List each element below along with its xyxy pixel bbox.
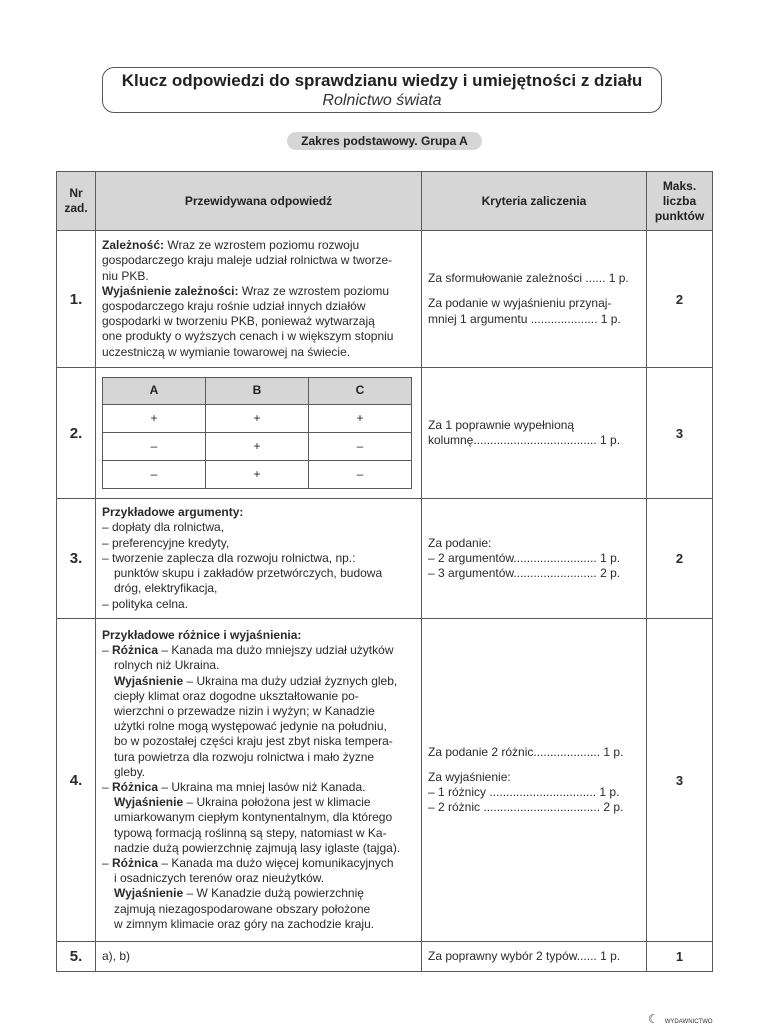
answer-line xyxy=(102,566,415,581)
answer-line xyxy=(102,949,415,964)
line-text: umiarkowanym ciepłym kontynentalnym, dla którego xyxy=(114,810,393,825)
header-points: Maks. liczba punktów xyxy=(647,172,713,231)
line-text: ciepły klimat oraz dogodne ukształtowanie po- xyxy=(114,688,359,703)
task-criteria xyxy=(422,942,647,972)
answer-line xyxy=(102,284,415,299)
criteria-line: Za podanie: xyxy=(428,535,492,550)
answer-line xyxy=(102,269,415,284)
task-criteria xyxy=(422,368,647,499)
line-text: – Kanada ma dużo mniejszy udział użytków xyxy=(158,643,394,658)
task-points: 1 xyxy=(647,942,713,972)
answer-line xyxy=(102,841,415,856)
line-text: punktów skupu i zakładów przetwórczych, budowa xyxy=(114,566,383,581)
task-answer xyxy=(96,619,422,942)
publisher-logo: ☾ WYDAWNICTWO xyxy=(648,1012,713,1026)
answer-line xyxy=(102,253,415,268)
task-row xyxy=(57,231,713,368)
answer-line xyxy=(102,719,415,734)
line-prefix: – xyxy=(102,856,113,871)
answer-grid xyxy=(102,377,412,489)
task-points: 2 xyxy=(647,499,713,619)
task-number: 3. xyxy=(57,499,96,619)
answer-line xyxy=(102,856,415,871)
line-prefix: – xyxy=(102,643,113,658)
line-bold: Przykładowe argumenty: xyxy=(102,505,244,520)
line-text: – preferencyjne kredyty, xyxy=(102,535,230,550)
task-answer xyxy=(96,499,422,619)
answer-line xyxy=(102,520,415,535)
answer-line xyxy=(102,795,415,810)
task-number: 4. xyxy=(57,619,96,942)
task-row xyxy=(57,499,713,619)
answer-line xyxy=(102,536,415,551)
line-text: dróg, elektryfikacja, xyxy=(114,581,218,596)
answer-line xyxy=(102,314,415,329)
line-text: one produkty o wyższych cenach i w większym stopniu xyxy=(102,329,394,344)
answer-line xyxy=(102,886,415,901)
line-text: – dopłaty dla rolnictwa, xyxy=(102,520,225,535)
line-bold: Wyjaśnienie xyxy=(114,673,184,688)
grid-cell: + xyxy=(206,433,309,461)
task-number: 5. xyxy=(57,942,96,972)
line-bold: Różnica xyxy=(112,643,159,658)
group-label: Zakres podstawowy. Grupa A xyxy=(287,132,482,150)
grid-cell: – xyxy=(103,433,206,461)
header-answer: Przewidywana odpowiedź xyxy=(96,172,422,231)
answer-key-table xyxy=(56,171,713,972)
line-text: gospodarki w tworzeniu PKB, ponieważ wytwarzają xyxy=(102,314,375,329)
line-bold: Przykładowe różnice i wyjaśnienia: xyxy=(102,627,302,642)
line-text: zajmują niezagospodarowane obszary położone xyxy=(114,901,371,916)
answer-line xyxy=(102,704,415,719)
answer-line xyxy=(102,299,415,314)
line-text: użytki rolne mogą występować jedynie na południu, xyxy=(114,719,387,734)
grid-cell: – xyxy=(103,461,206,489)
line-bold: Różnica xyxy=(112,780,159,794)
answer-line xyxy=(102,551,415,566)
line-text: – tworzenie zaplecza dla rozwoju rolnictwa, np.: xyxy=(102,550,356,565)
answer-line xyxy=(102,734,415,749)
grid-header: C xyxy=(309,378,412,405)
criteria-line: Za podanie 2 różnic.................... 1 p. xyxy=(428,744,624,759)
task-criteria xyxy=(422,499,647,619)
line-text: – Kanada ma dużo więcej komunikacyjnych xyxy=(158,856,394,871)
task-criteria xyxy=(422,231,647,368)
grid-cell: + xyxy=(206,405,309,433)
answer-line xyxy=(102,871,415,886)
line-text: – Ukraina ma mniej lasów niż Kanada. xyxy=(158,780,366,794)
answer-line xyxy=(102,689,415,704)
line-text: typową formacją roślinną są stepy, natomiast w Ka- xyxy=(114,825,387,840)
answer-line xyxy=(102,750,415,765)
criteria-line: Za podanie w wyjaśnieniu przynaj- xyxy=(428,296,612,311)
task-points: 2 xyxy=(647,231,713,368)
task-answer xyxy=(96,368,422,499)
line-text: Wraz ze wzrostem poziomu xyxy=(238,283,389,298)
criteria-line: – 3 argumentów......................... 2 p. xyxy=(428,566,621,581)
task-points: 3 xyxy=(647,368,713,499)
line-text: gospodarczego kraju maleje udział rolnictwa w tworze- xyxy=(102,253,393,268)
criteria-line: – 1 różnicy ................................ 1 p. xyxy=(428,785,620,799)
criteria-line: Za poprawny wybór 2 typów...... 1 p. xyxy=(428,948,621,963)
task-row xyxy=(57,368,713,499)
answer-line xyxy=(102,917,415,932)
task-number: 2. xyxy=(57,368,96,499)
answer-line xyxy=(102,902,415,917)
line-text: rolnych niż Ukraina. xyxy=(114,658,220,673)
answer-line xyxy=(102,658,415,673)
line-text: – Ukraina ma duży udział żyznych gleb, xyxy=(183,673,398,688)
answer-line xyxy=(102,780,415,795)
answer-line xyxy=(102,826,415,841)
answer-line xyxy=(102,505,415,520)
title-box xyxy=(102,67,662,113)
line-bold: Zależność: xyxy=(102,238,165,253)
line-bold: Wyjaśnienie xyxy=(114,795,184,810)
answer-line xyxy=(102,345,415,360)
line-text: – polityka celna. xyxy=(102,596,189,611)
criteria-line: – 2 różnic ................................... 2 p. xyxy=(428,800,624,815)
page-subtitle: Rolnictwo świata xyxy=(322,92,442,109)
line-text: niu PKB. xyxy=(102,268,149,283)
grid-header: A xyxy=(103,378,206,405)
grid-cell: + xyxy=(206,461,309,489)
task-answer xyxy=(96,942,422,972)
answer-line xyxy=(102,597,415,612)
answer-line xyxy=(102,329,415,344)
line-bold: Wyjaśnienie xyxy=(114,886,184,901)
answer-line xyxy=(102,674,415,689)
grid-cell: – xyxy=(309,433,412,461)
answer-line xyxy=(102,628,415,643)
line-text: uczestniczą w wymianie towarowej na świecie. xyxy=(102,344,351,359)
grid-cell: + xyxy=(309,405,412,433)
criteria-line: – 2 argumentów......................... 1 p. xyxy=(428,550,621,565)
line-text: – W Kanadzie dużą powierzchnię xyxy=(183,886,364,901)
header-criteria: Kryteria zaliczenia xyxy=(422,172,647,231)
line-text: nadzie dużą powierzchnię zajmują lasy iglaste (tajga). xyxy=(114,840,401,855)
line-bold: Różnica xyxy=(112,856,159,871)
line-text: Wraz ze wzrostem poziomu rozwoju xyxy=(164,238,360,253)
answer-line xyxy=(102,643,415,658)
line-bold: Wyjaśnienie zależności: xyxy=(102,283,239,298)
line-text: gleby. xyxy=(114,764,146,779)
line-text: bo w pozostałej części kraju jest zbyt niska tempera- xyxy=(114,734,393,749)
criteria-line: mniej 1 argumentu .................... 1 p. xyxy=(428,311,621,326)
task-points: 3 xyxy=(647,619,713,942)
page-title: Klucz odpowiedzi do sprawdzianu wiedzy i umiejętności z działu xyxy=(121,71,643,90)
header-nr: Nr zad. xyxy=(57,172,96,231)
answer-line xyxy=(102,581,415,596)
line-text: i osadniczych terenów oraz nieużytków. xyxy=(114,871,325,886)
grid-cell: – xyxy=(309,461,412,489)
logo-mark-icon: ☾ xyxy=(648,1012,659,1026)
task-answer xyxy=(96,231,422,368)
criteria-line: Za sformułowanie zależności ...... 1 p. xyxy=(428,271,629,286)
criteria-gap xyxy=(428,760,640,770)
line-text: tura powietrza dla rozwoju rolnictwa i mało żyzne xyxy=(114,749,375,764)
task-criteria xyxy=(422,619,647,942)
task-number: 1. xyxy=(57,231,96,368)
grid-header: B xyxy=(206,378,309,405)
criteria-line: Za wyjaśnienie: xyxy=(428,769,511,784)
criteria-line: kolumnę..................................... 1 p. xyxy=(428,433,621,447)
answer-line xyxy=(102,765,415,780)
line-text: a), b) xyxy=(102,948,131,963)
answer-line xyxy=(102,810,415,825)
line-prefix: – xyxy=(102,780,113,794)
task-row xyxy=(57,619,713,942)
line-text: wierzchni o przewadze nizin i wyżyn; w Kanadzie xyxy=(114,703,375,718)
line-text: – Ukraina położona jest w klimacie xyxy=(183,795,371,810)
line-text: w zimnym klimacie oraz góry na zachodzie kraju. xyxy=(114,916,375,931)
grid-cell: + xyxy=(103,405,206,433)
criteria-line: Za 1 poprawnie wypełnioną xyxy=(428,417,575,432)
criteria-gap xyxy=(428,286,640,296)
task-row xyxy=(57,942,713,972)
answer-line xyxy=(102,238,415,253)
line-text: gospodarczego kraju rośnie udział innych działów xyxy=(102,299,366,313)
